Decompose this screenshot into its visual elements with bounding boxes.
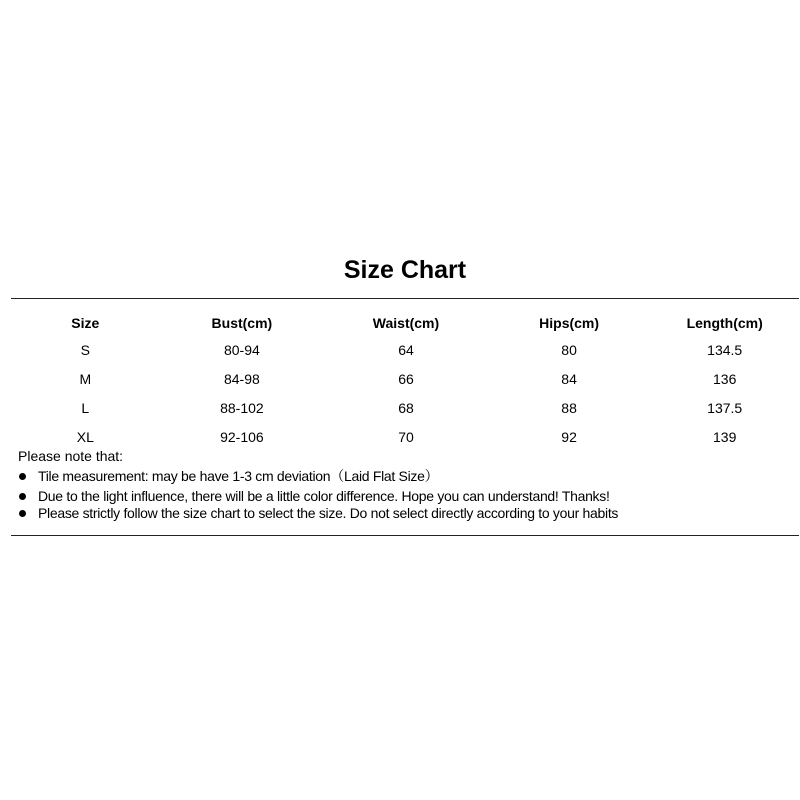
cell-bust: 88-102 bbox=[220, 399, 264, 416]
header-size: Size bbox=[71, 315, 100, 331]
list-item bbox=[18, 488, 618, 505]
cell-waist: 66 bbox=[398, 370, 414, 387]
cell-length: 134.5 bbox=[707, 341, 743, 358]
cell-hips: 84 bbox=[561, 370, 577, 387]
top-divider bbox=[11, 298, 799, 299]
note-text: Tile measurement: may be have 1-3 cm deviation（Laid Flat Size） bbox=[38, 468, 439, 484]
cell-hips: 80 bbox=[561, 341, 577, 358]
list-item bbox=[18, 468, 618, 485]
table-row bbox=[5, 335, 800, 364]
notes-heading: Please note that: bbox=[18, 448, 124, 464]
cell-length: 139 bbox=[713, 428, 737, 445]
table-row bbox=[5, 364, 800, 393]
notes-list bbox=[18, 468, 618, 522]
bottom-divider bbox=[11, 535, 799, 536]
cell-waist: 64 bbox=[398, 341, 414, 358]
page-title: Size Chart bbox=[343, 256, 467, 284]
size-table bbox=[5, 311, 800, 451]
notes-section bbox=[18, 448, 618, 522]
cell-waist: 68 bbox=[398, 399, 414, 416]
note-text: Due to the light influence, there will be a little color difference. Hope you can understand! Thanks! bbox=[38, 488, 610, 504]
cell-bust: 80-94 bbox=[223, 341, 260, 358]
bullet-icon bbox=[19, 510, 26, 517]
header-bust: Bust(cm) bbox=[211, 315, 273, 331]
cell-bust: 84-98 bbox=[223, 370, 260, 387]
table-row bbox=[5, 422, 800, 451]
cell-bust: 92-106 bbox=[220, 428, 264, 445]
cell-length: 137.5 bbox=[707, 399, 743, 416]
header-length: Length(cm) bbox=[686, 315, 763, 331]
cell-length: 136 bbox=[713, 370, 737, 387]
cell-hips: 92 bbox=[561, 428, 577, 445]
cell-size: M bbox=[79, 370, 92, 387]
bullet-icon bbox=[19, 493, 26, 500]
cell-size: XL bbox=[76, 428, 94, 445]
cell-hips: 88 bbox=[561, 399, 577, 416]
note-text: Please strictly follow the size chart to select the size. Do not select directly according to your habits bbox=[38, 505, 619, 521]
table-row bbox=[5, 393, 800, 422]
cell-waist: 70 bbox=[398, 428, 414, 445]
cell-size: L bbox=[81, 399, 90, 416]
table-header-row bbox=[5, 311, 800, 335]
bullet-icon bbox=[19, 473, 26, 480]
cell-size: S bbox=[80, 341, 90, 358]
list-item bbox=[18, 505, 618, 522]
header-waist: Waist(cm) bbox=[372, 315, 440, 331]
header-hips: Hips(cm) bbox=[539, 315, 600, 331]
